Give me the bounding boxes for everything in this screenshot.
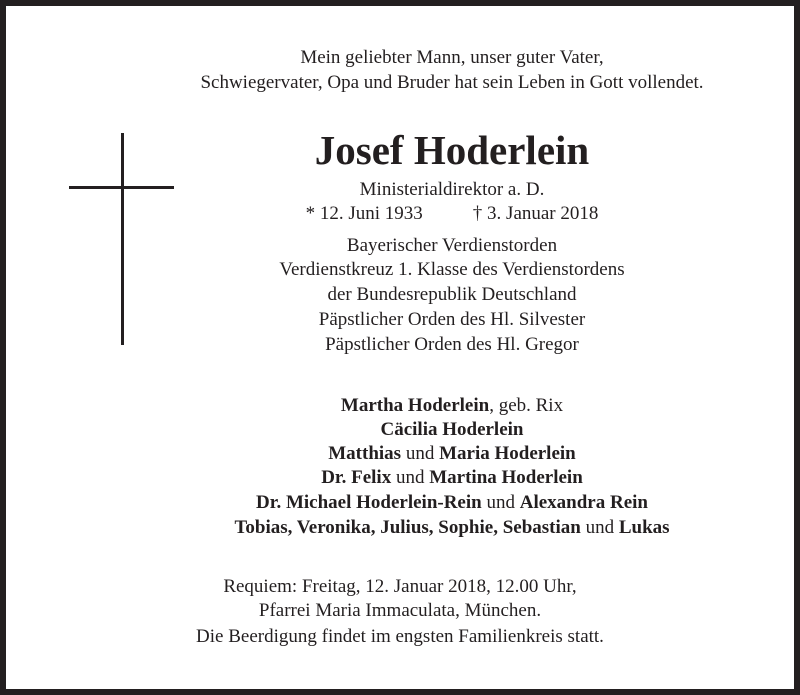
intro-line: Mein geliebter Mann, unser guter Vater, bbox=[300, 47, 604, 68]
intro-line: Schwiegervater, Opa und Bruder hat sein Leben in Gott vollendet. bbox=[200, 72, 704, 93]
family-connector: und bbox=[391, 467, 430, 488]
honour-line: Päpstlicher Orden des Hl. Silvester bbox=[318, 309, 586, 330]
service-line: Die Beerdigung findet im engsten Familienkreis statt. bbox=[196, 626, 604, 647]
deceased-name: Josef Hoderlein bbox=[314, 127, 590, 173]
life-dates bbox=[104, 202, 800, 226]
family-member-name: Matthias bbox=[328, 443, 402, 464]
family-member-line bbox=[104, 516, 800, 540]
family-connector: und bbox=[580, 517, 619, 538]
family-member-line bbox=[104, 491, 800, 515]
birth-date: * 12. Juni 1933 bbox=[305, 203, 423, 224]
family-member-line bbox=[104, 418, 800, 442]
family-member-name: Cäcilia Hoderlein bbox=[380, 419, 524, 440]
honour-line: Päpstlicher Orden des Hl. Gregor bbox=[325, 334, 579, 355]
family-connector: und bbox=[401, 443, 440, 464]
death-date: † 3. Januar 2018 bbox=[472, 203, 599, 224]
honour-line: Verdienstkreuz 1. Klasse des Verdienstordens bbox=[279, 259, 625, 280]
family-connector: , geb. Rix bbox=[489, 395, 564, 416]
honour-line: Bayerischer Verdienstorden bbox=[346, 235, 558, 256]
honour-line: der Bundesrepublik Deutschland bbox=[327, 284, 577, 305]
family-member-name: Martha Hoderlein bbox=[340, 395, 490, 416]
family-connector: und bbox=[481, 492, 520, 513]
family-member-line bbox=[104, 394, 800, 418]
service-line: Pfarrei Maria Immaculata, München. bbox=[258, 600, 542, 621]
family-member-name: Dr. Michael Hoderlein-Rein bbox=[256, 492, 482, 513]
family-member-line bbox=[104, 442, 800, 466]
deceased-title: Ministerialdirektor a. D. bbox=[359, 179, 545, 200]
family-member-name: Tobias, Veronika, Julius, Sophie, Sebastian bbox=[234, 517, 581, 538]
family-member-name: Martina Hoderlein bbox=[429, 467, 583, 488]
family-member-name: Lukas bbox=[618, 517, 670, 538]
service-line: Requiem: Freitag, 12. Januar 2018, 12.00 Uhr, bbox=[223, 576, 577, 597]
family-member-name: Alexandra Rein bbox=[519, 492, 648, 513]
family-member-name: Maria Hoderlein bbox=[439, 443, 576, 464]
family-member-line bbox=[104, 466, 800, 490]
family-member-name: Dr. Felix bbox=[321, 467, 392, 488]
